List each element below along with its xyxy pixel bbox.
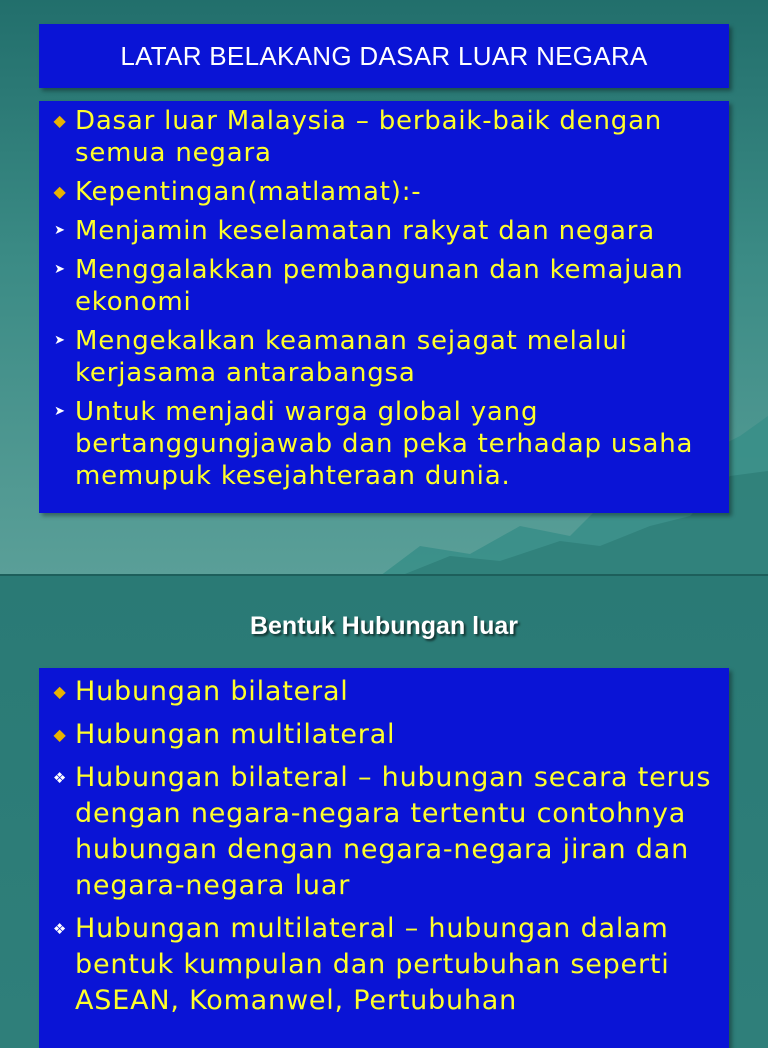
slide-2-heading: Bentuk Hubungan luar: [249, 612, 519, 640]
list-item-text: Mengekalkan keamanan sejagat melalui kerjasama antarabangsa: [75, 326, 628, 388]
arrow-bullet-icon: ➤: [54, 262, 66, 277]
list-item: [49, 325, 721, 389]
list-item: [49, 215, 721, 247]
diamond-bullet-icon: ◆: [53, 725, 67, 744]
list-item: [49, 254, 721, 318]
slide-2-bullet-list: [49, 674, 721, 1019]
list-item: [49, 105, 721, 169]
star-bullet-icon: ❖: [52, 769, 68, 787]
list-item-text: Hubungan multilateral: [75, 719, 396, 750]
list-item-text: Dasar luar Malaysia – berbaik-baik dengan semua negara: [75, 106, 663, 168]
slide-1-title-box: [39, 24, 729, 88]
list-item-text: Kepentingan(matlamat):-: [75, 177, 422, 207]
list-item: [49, 396, 721, 492]
list-item-text: Menggalakkan pembangunan dan kemajuan ekonomi: [75, 255, 684, 317]
list-item-text: Menjamin keselamatan rakyat dan negara: [75, 216, 655, 246]
list-item-text: Untuk menjadi warga global yang bertanggungjawab dan peka terhadap usaha memupuk kesejahteraan dunia.: [75, 397, 694, 491]
list-item-text: Hubungan bilateral – hubungan secara terus dengan negara-negara tertentu contohnya hubungan dengan negara-negara jiran dan negara-negara luar: [75, 762, 712, 901]
slide-2-content-box: [39, 668, 729, 1048]
slide-1-bullet-list: [49, 105, 721, 492]
list-item: [49, 176, 721, 208]
list-item: [49, 674, 721, 710]
arrow-bullet-icon: ➤: [54, 333, 66, 348]
arrow-bullet-icon: ➤: [54, 404, 66, 419]
list-item: [49, 717, 721, 753]
star-bullet-icon: ❖: [52, 920, 68, 938]
arrow-bullet-icon: ➤: [54, 223, 66, 238]
list-item-text: Hubungan bilateral: [75, 676, 349, 707]
slide-1-content-box: [39, 101, 729, 513]
diamond-bullet-icon: ◆: [53, 682, 67, 701]
list-item: [49, 911, 721, 1019]
diamond-bullet-icon: ◆: [53, 182, 67, 201]
slide-1-title: LATAR BELAKANG DASAR LUAR NEGARA: [120, 40, 648, 71]
diamond-bullet-icon: ◆: [53, 111, 67, 130]
list-item-text: Hubungan multilateral – hubungan dalam bentuk kumpulan dan pertubuhan seperti ASEAN, Komanwel, Pertubuhan: [75, 913, 670, 1016]
list-item: [49, 760, 721, 904]
